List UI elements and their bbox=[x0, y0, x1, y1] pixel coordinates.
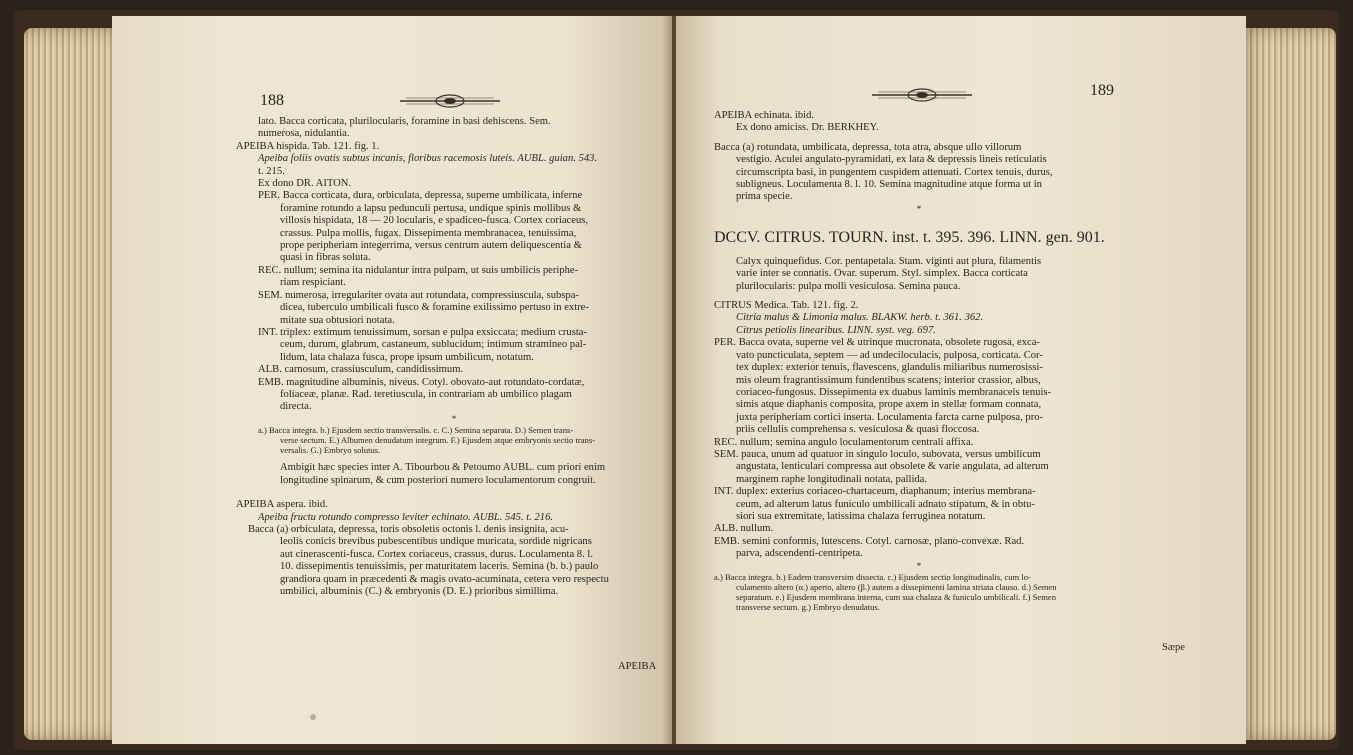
text-line: grandiora quam in præcedenti & magis ovato-acuminata, cetera vero respectu bbox=[280, 573, 609, 585]
section-star: * bbox=[916, 203, 922, 214]
text-line: Calyx quinquefidus. Cor. pentapetala. Stam. viginti aut plura, filamentis bbox=[736, 255, 1042, 267]
text-line: lidum, lata chalaza fusca, prope ipsum umbilicum, notatum. bbox=[280, 351, 534, 363]
text-line: foramine rotundo a lapsu pedunculi pertusa, undique spinis mollibus & bbox=[280, 202, 582, 214]
footnote-line: separatum. e.) Ejusdem membrana interna, cum sua chalaza & funiculo umbilicali. f.) Semen bbox=[736, 592, 1057, 602]
right-page-number: 189 bbox=[1090, 82, 1114, 99]
text-line: REC. nullum; semina ita nidulantur intra pulpam, ut suis umbilicis periphe- bbox=[258, 264, 579, 276]
text-line: vato puncticulata, septem — ad undeciloculacis, pulposa, corticata. Cor- bbox=[736, 349, 1043, 361]
species-heading: CITRUS Medica. Tab. 121. fig. 2. bbox=[714, 300, 859, 312]
text-line: riam respiciant. bbox=[280, 277, 346, 289]
left-catchword: APEIBA bbox=[618, 661, 657, 672]
text-line: SEM. numerosa, irregulariter ovata aut rotundata, compressiuscula, subspa- bbox=[258, 289, 579, 301]
text-line: numerosa, nidulantia. bbox=[258, 128, 350, 140]
text-line: EMB. semini conformis, lutescens. Cotyl. carnosæ, plano-convexæ. Rad. bbox=[714, 535, 1025, 547]
text-line: leolis conicis brevibus pubescentibus undique muricata, sordide nigricans bbox=[280, 536, 592, 548]
text-line: subligneus. Loculamenta 8. l. 10. Semina magnitudine atque forma ut in bbox=[736, 179, 1042, 191]
text-line: mitate sua obtusiori notata. bbox=[280, 314, 395, 326]
right-page bbox=[676, 16, 1246, 744]
footnote-line: culamento altero (α.) aperto, altero (β.) autem a dissepimenti lamina striata clauso. d.) Semen bbox=[736, 581, 1057, 592]
text-line: t. 215. bbox=[258, 165, 285, 177]
text-line: simis atque diaphanis composita, prope axem in stellæ formam connata, bbox=[736, 399, 1042, 411]
text-line: angustata, lenticulari compressa aut obsolete & varie angulata, ad alterum bbox=[736, 461, 1049, 473]
species-heading: APEIBA echinata. ibid. bbox=[714, 110, 815, 121]
page-spot-icon bbox=[310, 714, 316, 720]
text-line: Citria malus & Limonia malus. BLAKW. herb. t. 361. 362. bbox=[736, 312, 984, 324]
text-line: Bacca (a) orbiculata, depressa, toris obsoletis octonis l. denis insignita, acu- bbox=[248, 523, 569, 535]
text-line: REC. nullum; semina angulo loculamentorum centrali affixa. bbox=[714, 436, 974, 448]
text-line: PER. Bacca ovata, superne vel & utrinque mucronata, obsolete rugosa, exca- bbox=[714, 337, 1040, 349]
footnote-line: versalis. G.) Embryo solutus. bbox=[280, 445, 381, 456]
left-page-text bbox=[236, 116, 650, 598]
text-line: quasi in fibras soluta. bbox=[280, 252, 371, 264]
species-heading: APEIBA aspera. ibid. bbox=[236, 499, 328, 511]
text-line: INT. duplex: exterius coriaceo-chartaceum, diaphanum; interius membrana- bbox=[714, 486, 1036, 498]
text-line: foliaceæ, planæ. Rad. teretiuscula, in contrariam ab umbilico plagam bbox=[280, 388, 572, 400]
left-page bbox=[112, 16, 672, 744]
text-line: circumscripta basi, in pungentem cuspidem attenuati. Cortex tenuis, durus, bbox=[736, 166, 1053, 178]
text-line: mis oleum fragrantissimum fundentibus scatens; interior crassior, albus, bbox=[736, 374, 1041, 386]
text-line: directa. bbox=[280, 401, 312, 413]
text-line: juxta peripheriam cortici inserta. Loculamenta farcta carne pulposa, pro- bbox=[736, 411, 1044, 423]
text-line: vestigio. Aculei angulato-pyramidati, ex lata & depressis lineis reticulatis bbox=[736, 154, 1047, 166]
text-line: prope peripheriam integerrima, versus centrum autem deliquescentia & bbox=[280, 240, 582, 252]
section-star: * bbox=[916, 560, 922, 571]
text-line: SEM. pauca, unum ad quatuor in singulo loculo, subovata, versus umbilicum bbox=[714, 448, 1041, 460]
text-line: Apeiba foliis ovatis subtus incanis, floribus racemosis luteis. AUBL. guian. 543. bbox=[258, 153, 598, 165]
text-line: Ex dono DR. AITON. bbox=[258, 178, 352, 190]
text-line: marginem raphe longitudinali notata, pallida. bbox=[736, 473, 928, 485]
text-line: plurilocularis: pulpa molli vesiculosa. Semina pauca. bbox=[736, 280, 961, 292]
text-line: varie inter se connatis. Ovar. superum. Styl. simplex. Bacca corticata bbox=[736, 268, 1028, 280]
text-line: dicea, tuberculo umbilicali fusco & foramine exilissimo pertuso in extre- bbox=[280, 302, 589, 314]
footnote-line: verse sectum. E.) Albumen denudatum integrum. F.) Ejusdem atque embryonis sectio trans- bbox=[280, 434, 596, 445]
footnote-line: transverse sectum. g.) Embryo denudatus. bbox=[736, 602, 880, 613]
text-line: prima specie. bbox=[736, 191, 793, 203]
text-line: lato. Bacca corticata, plurilocularis, foramine in basi dehiscens. Sem. bbox=[258, 116, 551, 127]
text-line: EMB. magnitudine albuminis, niveus. Cotyl. obovato-aut rotundato-cordatæ, bbox=[258, 376, 585, 388]
genus-heading: DCCV. CITRUS. TOURN. inst. t. 395. 396. LINN. gen. 901. bbox=[714, 228, 1105, 246]
text-line: Ex dono amiciss. Dr. BERKHEY. bbox=[736, 122, 879, 134]
species-heading: APEIBA hispida. Tab. 121. fig. 1. bbox=[236, 140, 380, 152]
right-catchword: Sæpe bbox=[1162, 642, 1185, 653]
text-line: villosis hispidata, 18 — 20 locularis, e spadiceo-fusca. Cortex coriaceus, bbox=[280, 215, 589, 227]
page-edges-right bbox=[1236, 28, 1336, 740]
text-line: tex duplex: exterior tenuis, flavescens, glandulis miliaribus numerosissi- bbox=[736, 362, 1043, 374]
text-line: umbilici, albuminis (C.) & embryonis (D. E.) prioribus simillima. bbox=[280, 586, 559, 598]
text-line: aut cinerascenti-fusca. Cortex coriaceus, crassus, durus. Loculamenta 8. l. bbox=[280, 548, 593, 560]
text-line: PER. Bacca corticata, dura, orbiculata, depressa, superne umbilicata, inferne bbox=[258, 190, 583, 202]
footnote-line: a.) Bacca integra. b.) Ejusdem sectio transversalis. c. C.) Semina separata. D.) Semen trans- bbox=[258, 424, 574, 435]
right-page-text bbox=[714, 110, 1124, 612]
text-line: INT. triplex: extimum tenuissimum, sorsan e pulpa exsiccata; medium crusta- bbox=[258, 326, 588, 338]
text-line: ceum, ad alterum latus funiculo umbilicali adnato stipatum, & in obtu- bbox=[736, 498, 1035, 510]
text-line: ALB. nullum. bbox=[714, 523, 774, 535]
text-line: crassus. Pulpa mollis, fugax. Dissepimenta membranacea, tenuissima, bbox=[280, 227, 577, 239]
text-line: priis cellulis comprehensa s. vesiculosa & quasi floccosa. bbox=[736, 424, 980, 436]
text-line: coriaceo-fungosus. Dissepimenta ex duabus laminis membranaceis tenuis- bbox=[736, 386, 1052, 398]
text-line: Ambigit hæc species inter A. Tibourbou & Petoumo AUBL. cum priori enim bbox=[280, 462, 606, 474]
section-star: * bbox=[451, 413, 457, 424]
text-line: ceum, durum, glabrum, castaneum, sublucidum; intimum stramineo pal- bbox=[280, 339, 587, 351]
left-page-number: 188 bbox=[260, 92, 284, 109]
right-header-ornament-icon bbox=[872, 88, 972, 102]
text-line: parva, adscendenti-centripeta. bbox=[736, 548, 863, 560]
text-line: Bacca (a) rotundata, umbilicata, depressa, tota atra, absque ullo villorum bbox=[714, 141, 1022, 153]
text-line: ALB. carnosum, crassiusculum, candidissimum. bbox=[258, 364, 464, 376]
text-line: siori sua extremitate, latissima chalaza ferruginea notatum. bbox=[736, 510, 986, 522]
footnote-line: a.) Bacca integra. b.) Eadem transversim dissecta. c.) Ejusdem sectio longitudinalis, cum lo- bbox=[714, 571, 1031, 582]
text-line: Citrus petiolis linearibus. LINN. syst. veg. 697. bbox=[736, 324, 936, 336]
text-line: Apeiba fructu rotundo compresso leviter echinato. AUBL. 545. t. 216. bbox=[258, 511, 554, 523]
text-line: 10. dissepimentis tenuissimis, per maturitatem laceris. Semina (b. b.) paulo bbox=[280, 561, 599, 573]
left-header-ornament-icon bbox=[400, 94, 500, 108]
text-line: longitudine spinarum, & cum posteriori numero loculamentorum congruit. bbox=[280, 474, 596, 486]
